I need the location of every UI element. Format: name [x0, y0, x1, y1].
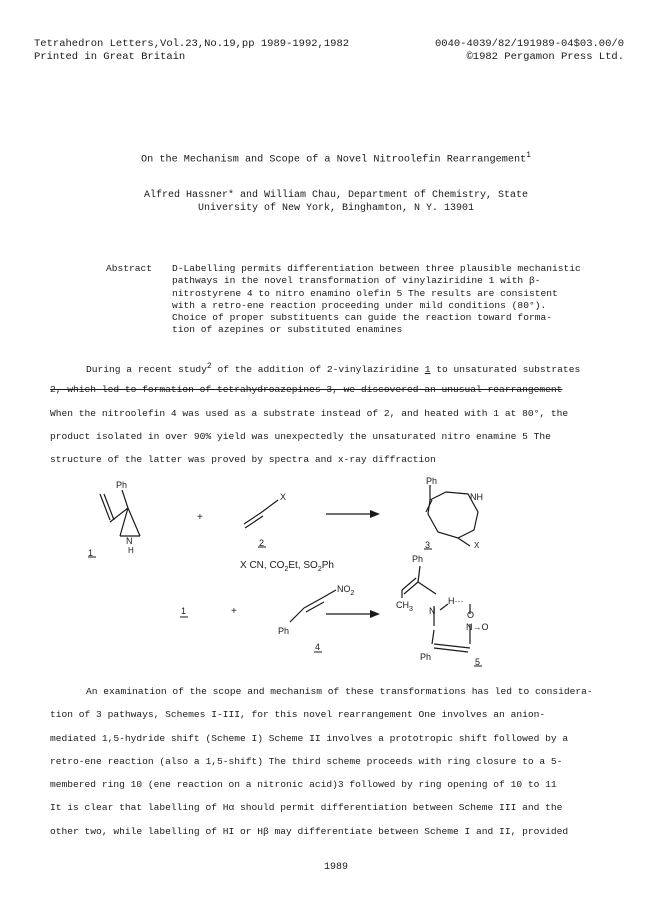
subscript-2: 2 [284, 566, 289, 573]
paragraph-line: It is clear that labelling of Hα should permit differentiation between Scheme III and the [50, 802, 563, 814]
x-substituent-label: X [280, 492, 287, 502]
hydrogen-bond-label: H··· [448, 596, 464, 606]
subscript-2: 2 [317, 566, 322, 573]
author-line: Alfred Hassner* and William Chau, Department of Chemistry, State [143, 190, 529, 201]
compound-number-1: 1 [181, 606, 187, 616]
paragraph-line: membered ring 10 (ene reaction on a nitronic acid)3 followed by ring opening of 10 to 11 [50, 779, 557, 791]
methyl-label [396, 600, 413, 613]
discussion-paragraph [50, 680, 628, 843]
abstract-line: D-Labelling permits differentiation between three plausible mechanistic [172, 263, 581, 274]
plus-sign: + [197, 512, 203, 523]
subscript-3: 3 [409, 606, 413, 613]
paragraph-line: mediated 1,5-hydride shift (Scheme I) Scheme II involves a prototropic shift followed by a [50, 732, 569, 744]
compound-number-1: 1 [88, 548, 94, 558]
article-code: 0040-4039/82/191989-04$03.00/0 [434, 38, 624, 50]
nitro-n-oxide-label: N→O [466, 622, 489, 632]
text-run: During a recent study [86, 364, 207, 376]
journal-citation: Tetrahedron Letters,Vol.23,No.19,pp 1989-1992,1982 [34, 38, 350, 50]
paragraph-line: An examination of the scope and mechanism of these transformations has led to considera- [86, 686, 593, 697]
nitro-label [337, 584, 355, 597]
azepine-nh-label: NH [470, 492, 483, 502]
phenyl-label: Ph [420, 652, 432, 662]
paragraph-line: When the nitroolefin 4 was used as a substrate instead of 2, and heated with 1 at 80°, the [50, 407, 569, 419]
phenyl-label: Ph [412, 554, 424, 564]
paragraph-line: tion of 3 pathways, Schemes I-III, for this novel rearrangement One involves an anion- [50, 709, 546, 721]
abstract-line: pathways in the novel transformation of vinylaziridine 1 with β- [172, 275, 541, 287]
affiliation-line: University of New York, Binghamton, N Y. 13901 [197, 203, 475, 214]
title-footnote: 1 [526, 151, 531, 160]
aziridine-h-label: H [128, 546, 134, 555]
oxygen-label: O [467, 610, 475, 620]
abstract-line: Choice of proper substituents can guide the reaction toward forma- [172, 312, 552, 324]
paragraph-line: retro-ene reaction (also a 1,5-shift) The third scheme proceeds with ring closure to a 5- [50, 755, 563, 767]
phenyl-label: Ph [116, 480, 128, 490]
text-run: to unsaturated substrates [430, 364, 581, 376]
x-definitions [240, 560, 334, 573]
methyl-text: CH [396, 600, 409, 610]
x-definitions-text: Et, SO [288, 560, 318, 571]
text-run: of the addition of 2-vinylaziridine [211, 364, 425, 376]
abstract-line: nitrostyrene 4 to nitro enamino olefin 5 The results are consistent [172, 287, 558, 299]
x-definitions-text: X CN, CO [240, 560, 285, 571]
enamine-n-label: N [429, 606, 436, 616]
compound-number-5: 5 [475, 657, 481, 667]
x-substituent-label: X [474, 541, 480, 550]
compound-number-4: 4 [315, 642, 321, 652]
abstract-label: Abstract [106, 263, 153, 274]
paragraph-line: other two, while labelling of HI or Hβ may differentiate between Scheme I and II, provided [50, 825, 569, 837]
abstract-line: with a retro-ene reaction proceeding under mild conditions (80°). [172, 299, 547, 311]
nitro-text: NO [337, 584, 351, 594]
paragraph-line-struck: 2, which led to formation of tetrahydroazepines 3, we discovered an unusual rearrangement [50, 384, 563, 396]
plus-sign: + [231, 606, 237, 617]
footnote-ref: 2 [206, 362, 212, 371]
paragraph-line: product isolated in over 90% yield was unexpectedly the unsaturated nitro enamine 5 The [50, 430, 551, 442]
abstract-line: tion of azepines or substituted enamines [172, 324, 403, 336]
printed-location: Printed in Great Britain [34, 51, 186, 63]
title-text: On the Mechanism and Scope of a Novel Nitroolefin Rearrangement [141, 154, 527, 166]
compound-number-3: 3 [425, 540, 431, 550]
aziridine-n-label: N [126, 536, 133, 546]
phenyl-label: Ph [426, 476, 438, 486]
subscript-2: 2 [350, 590, 355, 597]
page-number: 1989 [323, 862, 348, 873]
phenyl-label: Ph [278, 626, 290, 636]
compound-number-2: 2 [259, 538, 265, 548]
copyright-notice: ©1982 Pergamon Press Ltd. [466, 51, 624, 63]
paragraph-line: structure of the latter was proved by spectra and x-ray diffraction [50, 454, 436, 466]
compound-ref: 1 [424, 364, 431, 376]
x-definitions-text: Ph [321, 560, 334, 571]
